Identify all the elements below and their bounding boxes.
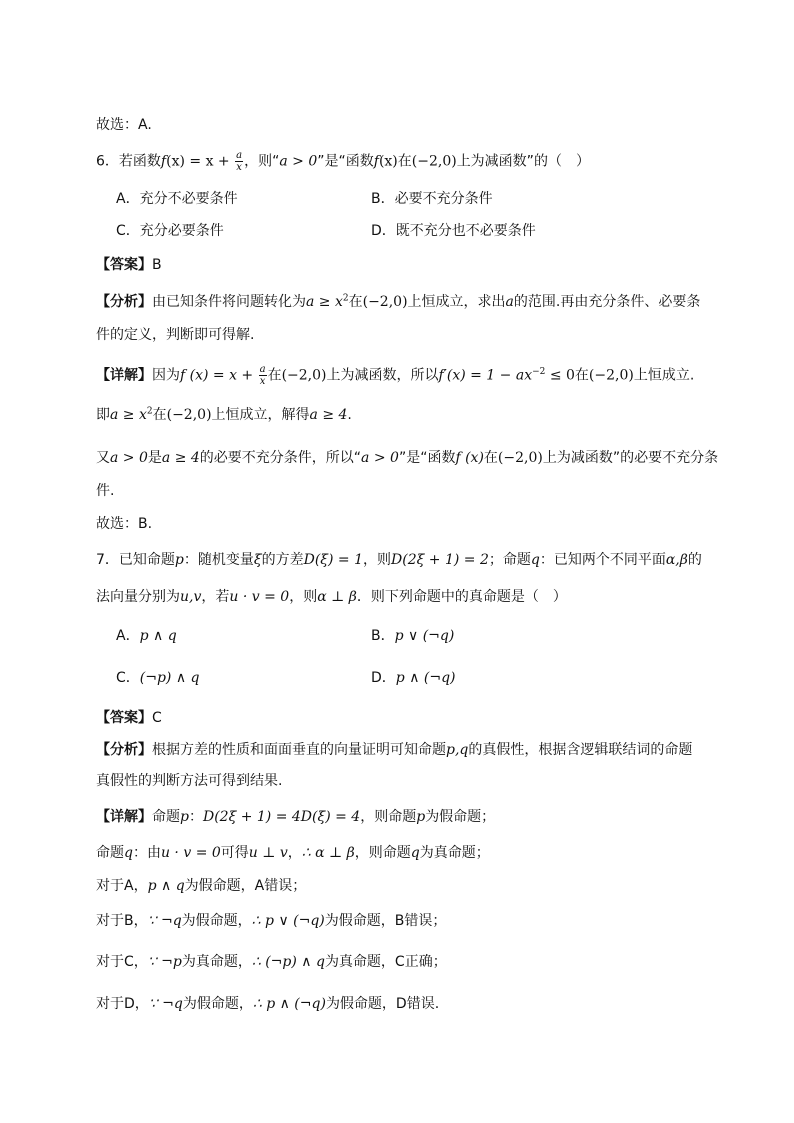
q7-analysis: 【分析】根据方差的性质和面面垂直的向量证明可知命题p,q的真假性，根据含逻辑联结词的命题: [96, 742, 693, 758]
fraction-a-over-x-2: $\frac{a}{x}$: [259, 364, 266, 387]
q7-analysis-line2: 真假性的判断方法可得到结果.: [96, 773, 283, 789]
q7-detail-line6: 对于D，∵ ¬q为假命题，∴ p ∧ (¬q)为假命题，D错误.: [96, 996, 440, 1012]
q6-detail-line2: 即$a \ge x^2$在(−2,0)上恒成立，解得a ≥ 4.: [96, 406, 352, 423]
q7-detail-line3: 对于A，p ∧ q为假命题，A错误；: [96, 878, 307, 894]
q6-option-a: A．充分不必要条件: [116, 191, 238, 207]
q6-option-c: C．充分必要条件: [116, 223, 224, 239]
q7-option-d: D．p ∧ (¬q): [371, 670, 456, 686]
q7-option-b: B．p ∨ (¬q): [371, 628, 455, 644]
q6-detail-line3: 又a > 0是a ≥ 4的必要不充分条件，所以“a > 0”是“函数f (x)在(−2,0)上为减函数”的必要不充分条: [96, 450, 719, 466]
q6-detail-line4: 件.: [96, 483, 115, 499]
prev-conclusion: 故选：A.: [96, 117, 152, 133]
q7-detail-line5: 对于C，∵ ¬p为真命题，∴ (¬p) ∧ q为真命题，C正确；: [96, 954, 447, 970]
fraction-a-over-x: $\frac{a}{x}$: [236, 150, 243, 173]
q6-option-d: D．既不充分也不必要条件: [371, 223, 536, 239]
q7-detail: 【详解】命题p：D(2ξ + 1) = 4D(ξ) = 4，则命题p为假命题；: [96, 809, 496, 825]
q7-stem-line2: 法向量分别为u,v，若u · v = 0，则α ⊥ β．则下列命题中的真命题是（ ）: [96, 589, 567, 605]
q6-stem: 6．若函数f(x) = x + $\frac{a}{x}$ ，则“a > 0”是“函数f(x)在(−2,0)上为减函数”的（ ）: [96, 150, 590, 173]
q6-option-b: B．必要不充分条件: [371, 191, 493, 207]
q6-answer: 【答案】B: [96, 257, 162, 273]
q6-conclusion: 故选：B.: [96, 516, 153, 532]
q7-option-a: A．p ∧ q: [116, 628, 177, 644]
q6-analysis-line2: 件的定义，判断即可得解.: [96, 327, 255, 343]
q7-stem: 7．已知命题p：随机变量ξ的方差D(ξ) = 1，则D(2ξ + 1) = 2；命题q：已知两个不同平面α,β的: [96, 552, 702, 568]
q6-analysis: 【分析】由已知条件将问题转化为$a \ge x^2$在(−2,0)上恒成立，求出a的范围.再由充分条件、必要条: [96, 293, 701, 310]
q6-detail: 【详解】因为f (x) = x + $\frac{a}{x}$ 在(−2,0)上为减函数，所以$f'(x) = 1 - ax^{-2} \le 0$在(−2,0)上恒成立.: [96, 364, 695, 387]
q7-answer: 【答案】C: [96, 710, 162, 726]
q7-detail-line2: 命题q：由u · v = 0可得u ⊥ v，∴ α ⊥ β，则命题q为真命题；: [96, 845, 490, 861]
q7-detail-line4: 对于B，∵ ¬q为假命题，∴ p ∨ (¬q)为假命题，B错误；: [96, 913, 447, 929]
q7-option-c: C．(¬p) ∧ q: [116, 670, 200, 686]
